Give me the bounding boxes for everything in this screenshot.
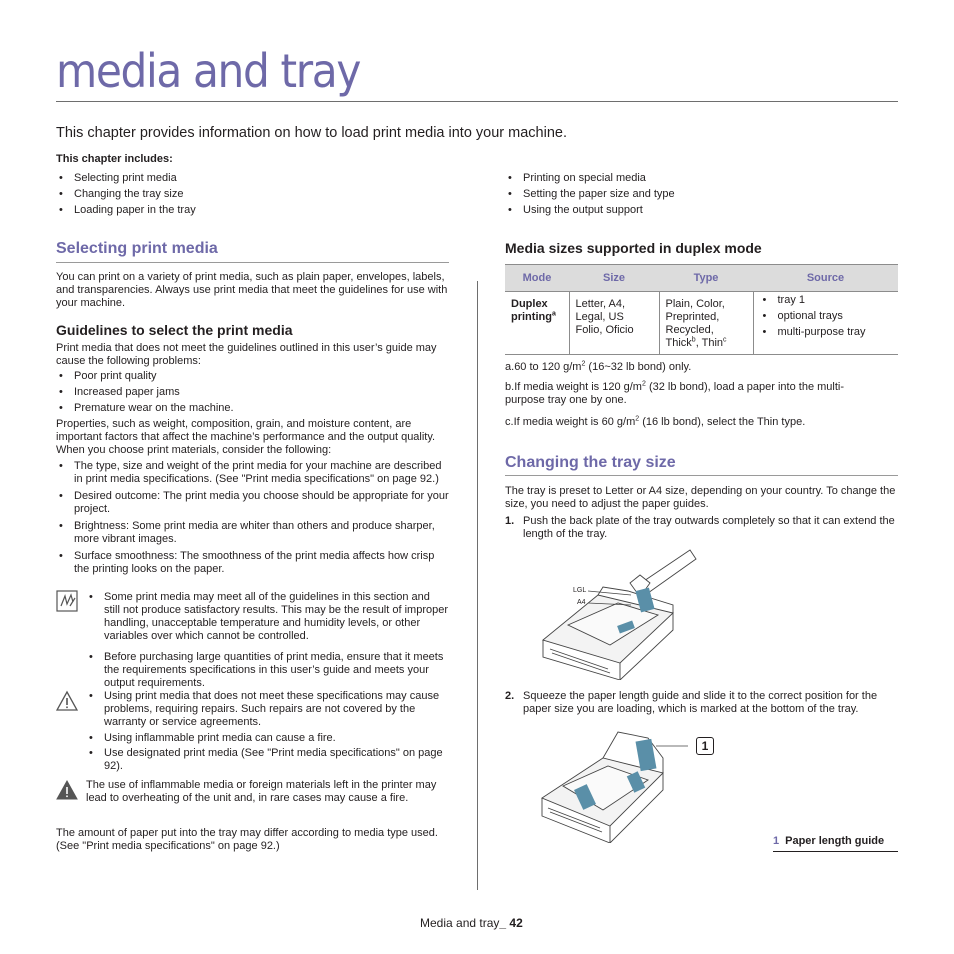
heading-rule — [505, 475, 898, 476]
mode-cell: Duplex printing$^a$ — [505, 292, 569, 355]
list-item: • tray 1 — [760, 294, 893, 307]
selecting-para: You can print on a variety of print media, such as plain paper, envelopes, labels, and transparencies. Always use print media that meet the guidelines for use with your machine. — [56, 271, 448, 309]
list-item: • optional trays — [760, 310, 893, 323]
list-item: • Brightness: Some print media are whiter than others and produce sharper, more vibrant images. — [56, 520, 451, 546]
page-footer: Media and tray_ 42 — [420, 916, 523, 930]
toc-item[interactable]: • Printing on special media — [505, 172, 675, 185]
table-row — [505, 292, 898, 355]
considerations-list — [56, 460, 451, 579]
step-number: 1. — [505, 515, 515, 527]
toc-item[interactable]: • Using the output support — [505, 204, 675, 217]
toc-item[interactable]: • Loading paper in the tray — [56, 204, 196, 217]
col-header: Size — [569, 265, 659, 292]
page-title: media and tray — [56, 44, 361, 98]
footnote-a: a.60 to 120 $g/m^2$ (16~32 lb bond) only. — [505, 360, 692, 373]
properties-para: Properties, such as weight, composition, grain, and moisture content, are important factors that affect the machine’s performance and the output quality. When you choose print materials, consider the following: — [56, 418, 436, 456]
list-item: • Use designated print media (See "Print media specifications" on page 92). — [86, 747, 448, 773]
list-item: • Surface smoothness: The smoothness of the print media affects how crisp the printing looks on the paper. — [56, 550, 451, 576]
type-cell: Plain, Color, Preprinted, Recycled, Thick$^b$, Thin$^c$ — [659, 292, 753, 355]
step-2-text: Squeeze the paper length guide and slide it to the correct position for the paper size you are loading, which is marked at the bottom of the tray. — [523, 690, 878, 715]
col-header: Type — [659, 265, 753, 292]
includes-label: This chapter includes: — [56, 153, 173, 165]
tray-para: The tray is preset to Letter or A4 size, depending on your country. To change the size, you need to adjust the paper guides. — [505, 485, 896, 510]
duplex-table — [505, 264, 898, 355]
toc-item[interactable]: • Setting the paper size and type — [505, 188, 675, 201]
problems-list — [56, 370, 451, 418]
list-item: • Poor print quality — [56, 370, 451, 383]
list-item: • Using print media that does not meet these specifications may cause problems, requiring repairs. Such repairs are not covered by the warranty or service agreements. — [86, 690, 448, 729]
label-a4: A4 — [577, 599, 586, 606]
tray-heading: Changing the tray size — [505, 454, 676, 471]
list-item: • Increased paper jams — [56, 386, 451, 399]
warning-text: The use of inflammable media or foreign materials left in the printer may lead to overheating of the unit and, in rare cases may cause a fire. — [86, 779, 437, 804]
title-rule — [56, 101, 898, 102]
tray-extend-illustration — [538, 545, 708, 680]
caption-rule — [773, 851, 898, 852]
source-list — [760, 294, 893, 339]
callout-marker: 1 — [696, 737, 714, 755]
list-item: • Before purchasing large quantities of print media, ensure that it meets the requirements specifications in this user’s guide and meets your output requirements. — [86, 651, 448, 690]
col-header: Source — [753, 265, 898, 292]
guidelines-heading: Guidelines to select the print media — [56, 322, 293, 338]
step-number: 2. — [505, 690, 515, 702]
chapter-intro: This chapter provides information on how to load print media into your machine. — [56, 125, 567, 141]
list-item: • The type, size and weight of the print media for your machine are described in print media specifications. (See "Print media specifications" on page 92.) — [56, 460, 451, 486]
footnote-c: c.If media weight is 60 $g/m^2$ (16 lb bond), select the Thin type. — [505, 415, 806, 428]
column-divider — [477, 281, 478, 890]
caution-icon — [56, 690, 78, 712]
selecting-heading: Selecting print media — [56, 240, 218, 257]
note-list — [86, 591, 448, 693]
source-cell — [753, 292, 898, 355]
duplex-heading: Media sizes supported in duplex mode — [505, 240, 762, 256]
warning-icon — [56, 779, 78, 801]
label-lgl: LGL — [573, 587, 587, 594]
heading-rule — [56, 262, 449, 263]
list-item: • multi-purpose tray — [760, 326, 893, 339]
toc-item[interactable]: • Selecting print media — [56, 172, 196, 185]
step-1-text: Push the back plate of the tray outwards completely so that it can extend the length of the tray. — [523, 515, 895, 540]
size-cell: Letter, A4, Legal, US Folio, Oficio — [569, 292, 659, 355]
toc-right — [505, 172, 675, 220]
note-icon — [56, 590, 78, 612]
list-item: • Premature wear on the machine. — [56, 402, 451, 415]
caution-list — [86, 690, 448, 776]
list-item: • Desired outcome: The print media you choose should be appropriate for your project. — [56, 490, 451, 516]
toc-item[interactable]: • Changing the tray size — [56, 188, 196, 201]
closing-para: The amount of paper put into the tray may differ according to media type used. (See "Print media specifications" on page 92.) — [56, 827, 438, 852]
footnote-b: b.If media weight is 120 $g/m^2$ (32 lb bond), load a paper into the multi-purpose tray one by one. — [505, 380, 845, 406]
guidelines-para: Print media that does not meet the guidelines outlined in this user’s guide may cause the following problems: — [56, 342, 437, 367]
toc-left — [56, 172, 196, 220]
tray-guide-illustration — [538, 728, 688, 843]
list-item: • Some print media may meet all of the guidelines in this section and still not produce satisfactory results. This may be the result of improper handling, unacceptable temperature and humidity levels, or other variables over which cannot be controlled. — [86, 591, 448, 643]
figure-caption: 1 Paper length guide — [773, 835, 885, 847]
col-header: Mode — [505, 265, 569, 292]
list-item: • Using inflammable print media can cause a fire. — [86, 732, 448, 745]
